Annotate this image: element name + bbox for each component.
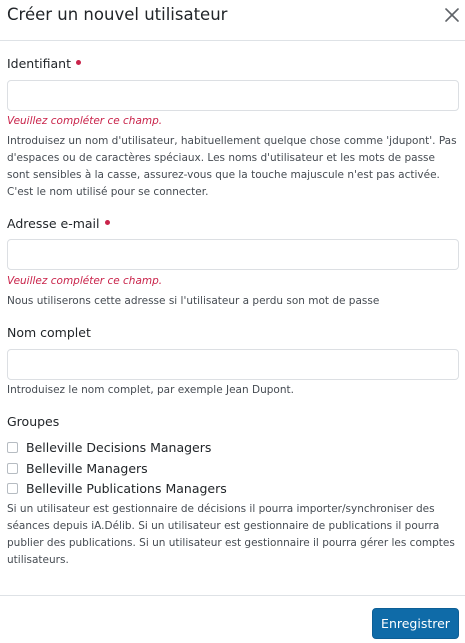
modal-header: [0, 0, 465, 41]
required-indicator: [76, 60, 81, 65]
checkbox-label: Belleville Decisions Managers: [26, 440, 212, 455]
fullname-input[interactable]: [7, 349, 459, 380]
username-input[interactable]: [7, 80, 459, 111]
username-error: Veuillez compléter ce champ.: [7, 115, 163, 127]
fullname-label-text: Nom complet: [7, 325, 91, 340]
fullname-label: [7, 325, 91, 340]
groups-help: Si un utilisateur est gestionnaire de décisions il pourra importer/synchroniser des séances depuis iA.Délib. Si un utilisateur est gestionnaire de publications il pourra publier des publications. Si un utilisateur est gestionnaire il pourra gérer les comptes utilisateurs.: [7, 503, 455, 566]
email-label: [7, 216, 110, 231]
close-icon: [443, 6, 461, 24]
group-checkbox-decisions-managers[interactable]: [7, 439, 211, 456]
checkbox-label: Belleville Publications Managers: [26, 481, 227, 496]
modal-title: Créer un nouvel utilisateur: [7, 5, 228, 24]
username-label-text: Identifiant: [7, 56, 71, 71]
username-help: Introduisez un nom d'utilisateur, habituellement quelque chose comme 'jdupont'. Pas d'espaces ou de caractères spéciaux. Les noms d'utilisateur et les mots de passe sont sensibles à la casse, assurez-vous que la touche majuscule n'est pas activée. C'est le nom utilisé pour se connecter.: [7, 135, 457, 198]
group-checkbox-managers[interactable]: [7, 460, 148, 477]
checkbox[interactable]: [7, 483, 18, 494]
modal-footer: [0, 595, 465, 643]
required-indicator: [105, 220, 110, 225]
email-help: Nous utiliserons cette adresse si l'utilisateur a perdu son mot de passe: [7, 295, 380, 307]
group-checkbox-publications-managers[interactable]: [7, 480, 227, 497]
email-input[interactable]: [7, 239, 459, 270]
username-label: [7, 56, 81, 71]
save-button[interactable]: Enregistrer: [372, 608, 459, 639]
groups-label: Groupes: [7, 414, 60, 429]
email-label-text: Adresse e-mail: [7, 216, 100, 231]
checkbox[interactable]: [7, 463, 18, 474]
checkbox[interactable]: [7, 442, 18, 453]
email-error: Veuillez compléter ce champ.: [7, 275, 163, 287]
fullname-help: Introduisez le nom complet, par exemple Jean Dupont.: [7, 384, 294, 396]
checkbox-label: Belleville Managers: [26, 461, 148, 476]
close-button[interactable]: [443, 6, 461, 24]
